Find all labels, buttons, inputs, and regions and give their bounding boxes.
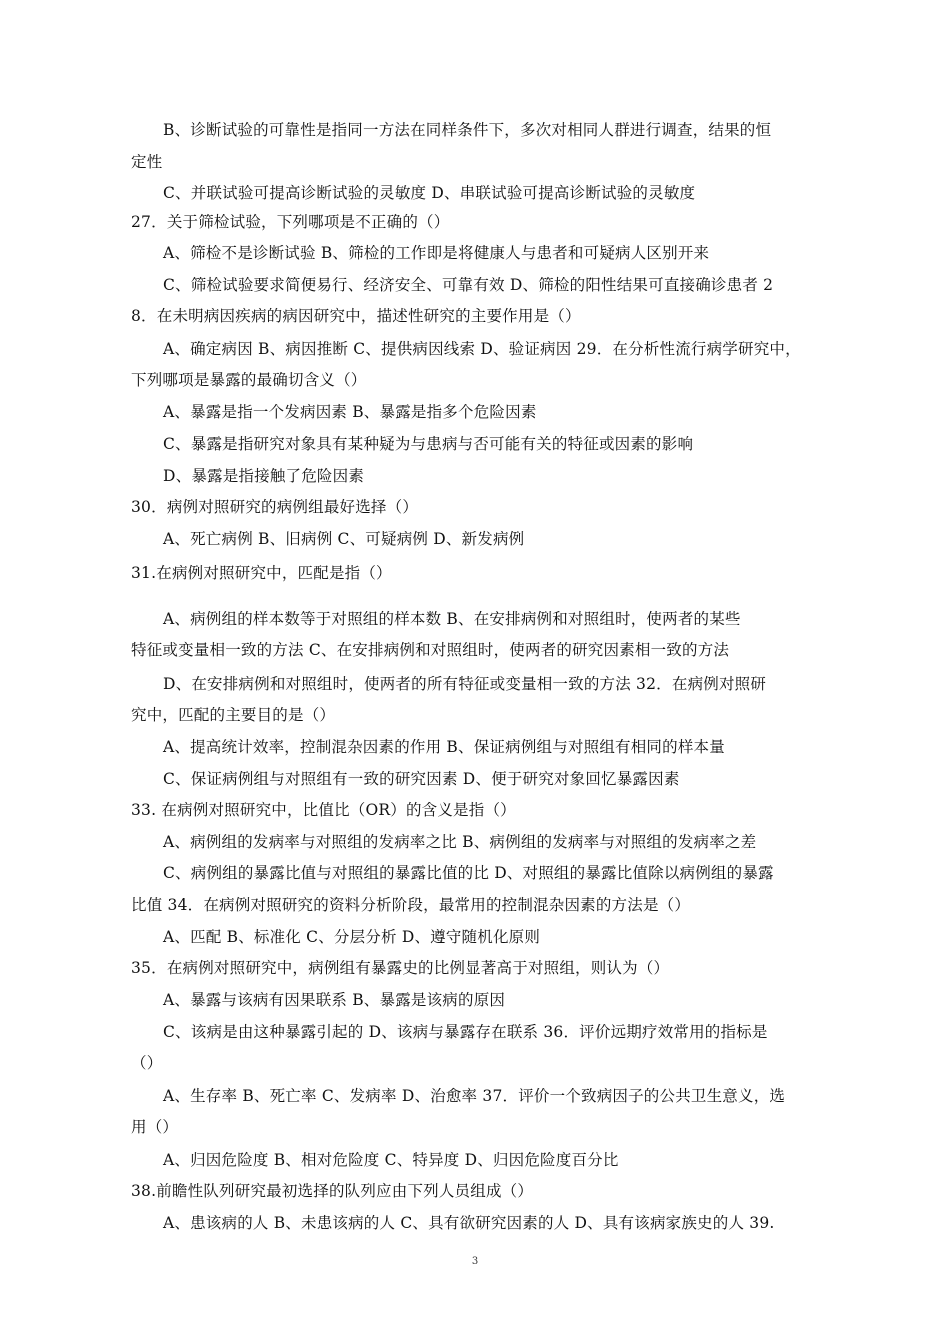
text-line: C、保证病例组与对照组有一致的研究因素 D、便于研究对象回忆暴露因素 bbox=[163, 770, 680, 788]
text-line: A、确定病因 B、病因推断 C、提供病因线索 D、验证病因 29．在分析性流行病学研究中， bbox=[163, 340, 801, 358]
text-line: 比值 34．在病例对照研究的资料分析阶段，最常用的控制混杂因素的方法是（） bbox=[131, 896, 691, 914]
text-line: B、诊断试验的可靠性是指同一方法在同样条件下，多次对相同人群进行调查，结果的恒 bbox=[163, 121, 772, 139]
text-line: 下列哪项是暴露的最确切含义（） bbox=[131, 371, 367, 389]
text-line: A、死亡病例 B、旧病例 C、可疑病例 D、新发病例 bbox=[163, 530, 525, 548]
text-line: C、病例组的暴露比值与对照组的暴露比值的比 D、对照组的暴露比值除以病例组的暴露 bbox=[163, 864, 774, 882]
text-line: 31.在病例对照研究中，匹配是指（） bbox=[131, 564, 392, 582]
text-line: 8．在未明病因疾病的病因研究中，描述性研究的主要作用是（） bbox=[131, 307, 581, 325]
text-line: 27．关于筛检试验，下列哪项是不正确的（） bbox=[131, 213, 450, 231]
text-line: A、患该病的人 B、未患该病的人 C、具有欲研究因素的人 D、具有该病家族史的人 39. bbox=[163, 1214, 775, 1232]
text-line: A、病例组的样本数等于对照组的样本数 B、在安排病例和对照组时，使两者的某些 bbox=[163, 610, 741, 628]
page-number: 3 bbox=[471, 1256, 479, 1267]
text-line: 30．病例对照研究的病例组最好选择（） bbox=[131, 498, 419, 516]
text-line: A、病例组的发病率与对照组的发病率之比 B、病例组的发病率与对照组的发病率之差 bbox=[163, 833, 757, 851]
text-line: 特征或变量相一致的方法 C、在安排病例和对照组时，使两者的研究因素相一致的方法 bbox=[131, 641, 730, 659]
text-line: A、提高统计效率，控制混杂因素的作用 B、保证病例组与对照组有相同的样本量 bbox=[163, 738, 725, 756]
text-line: 用（） bbox=[131, 1118, 179, 1136]
text-line: A、匹配 B、标准化 C、分层分析 D、遵守随机化原则 bbox=[163, 928, 541, 946]
text-line: C、该病是由这种暴露引起的 D、该病与暴露存在联系 36．评价远期疗效常用的指标是 bbox=[163, 1023, 768, 1041]
text-line: 定性 bbox=[131, 153, 163, 171]
text-line: 33. 在病例对照研究中，比值比（OR）的含义是指（） bbox=[131, 801, 516, 819]
text-line: A、归因危险度 B、相对危险度 C、特异度 D、归因危险度百分比 bbox=[163, 1151, 619, 1169]
text-line: A、筛检不是诊断试验 B、筛检的工作即是将健康人与患者和可疑病人区别开来 bbox=[163, 244, 710, 262]
text-line: C、并联试验可提高诊断试验的灵敏度 D、串联试验可提高诊断试验的灵敏度 bbox=[163, 184, 696, 202]
text-line: D、暴露是指接触了危险因素 bbox=[163, 467, 365, 485]
text-line: D、在安排病例和对照组时，使两者的所有特征或变量相一致的方法 32．在病例对照研 bbox=[163, 675, 767, 693]
text-line: （） bbox=[131, 1054, 163, 1072]
text-line: A、生存率 B、死亡率 C、发病率 D、治愈率 37．评价一个致病因子的公共卫生意义，选 bbox=[163, 1087, 786, 1105]
text-line: 35．在病例对照研究中，病例组有暴露史的比例显著高于对照组，则认为（） bbox=[131, 959, 670, 977]
text-line: C、暴露是指研究对象具有某种疑为与患病与否可能有关的特征或因素的影响 bbox=[163, 435, 694, 453]
text-line: 究中，匹配的主要目的是（） bbox=[131, 706, 336, 724]
text-line: A、暴露与该病有因果联系 B、暴露是该病的原因 bbox=[163, 991, 506, 1009]
text-line: A、暴露是指一个发病因素 B、暴露是指多个危险因素 bbox=[163, 403, 537, 421]
text-line: 38.前瞻性队列研究最初选择的队列应由下列人员组成（） bbox=[131, 1182, 534, 1200]
text-line: C、筛检试验要求简便易行、经济安全、可靠有效 D、筛检的阳性结果可直接确诊患者 2 bbox=[163, 276, 774, 294]
